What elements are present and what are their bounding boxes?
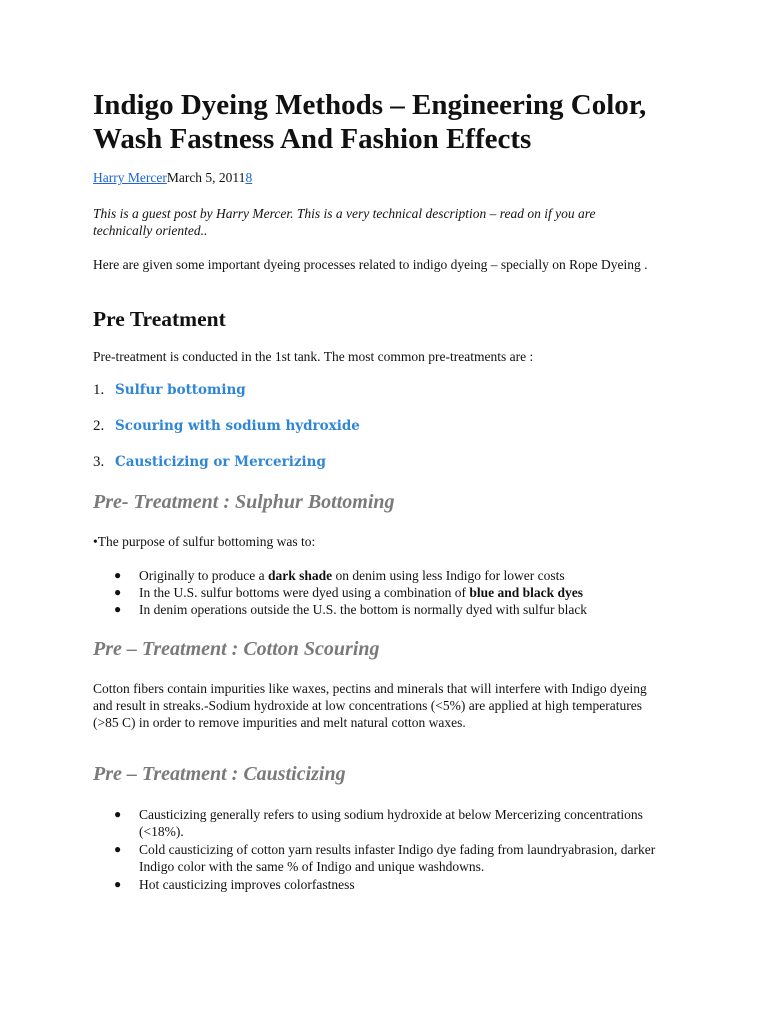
pre-treatment-text: Pre-treatment is conducted in the 1st tank. The most common pre-treatments are : — [93, 349, 534, 364]
list-number: 1. — [93, 382, 105, 398]
bullet-bold: blue and black dyes — [469, 585, 583, 600]
list-item — [93, 454, 360, 490]
bullet-item — [93, 806, 673, 840]
cotton-scouring-text: Cotton fibers contain impurities like waxes, pectins and minerals that will interfere with Indigo dyeing and result in streaks.-Sodium hydroxide at low concentrations (<5%) are applied at high temperatures (>85 C) in order to remove impurities and melt natural cotton waxes. — [93, 681, 647, 730]
bullet-dot-icon: ● — [114, 585, 122, 599]
bullet-text: Causticizing generally refers to using sodium hydroxide at below Mercerizing concentrations (<18%). — [139, 807, 643, 839]
article-title: Indigo Dyeing Methods – Engineering Color, Wash Fastness And Fashion Effects — [93, 89, 647, 155]
list-number: 3. — [93, 454, 105, 470]
link-scouring[interactable]: Scouring with sodium hydroxide — [115, 418, 360, 434]
list-item — [93, 418, 360, 454]
bullet-dot-icon: ● — [114, 807, 122, 821]
bullet-item — [93, 601, 673, 618]
intro-text: Here are given some important dyeing processes related to indigo dyeing – specially on Rope Dyeing . — [93, 257, 648, 272]
bullet-dot-icon: ● — [114, 602, 122, 616]
intro-italic: This is a guest post by Harry Mercer. This is a very technical description – read on if you are technically oriented.. — [93, 206, 596, 238]
bullet-text: In the U.S. sulfur bottoms were dyed using a combination of — [139, 585, 470, 600]
cotton-scouring-heading: Pre – Treatment : Cotton Scouring — [93, 638, 380, 660]
byline — [93, 170, 252, 186]
bullet-item — [93, 567, 673, 584]
bullet-dot-icon: ● — [114, 568, 122, 582]
bullet-text: Hot causticizing improves colorfastness — [139, 877, 355, 892]
bullet-dot-icon: ● — [114, 877, 122, 891]
sulphur-bullets — [93, 567, 673, 618]
bullet-item — [93, 584, 673, 601]
comments-link[interactable]: 8 — [245, 170, 253, 185]
bullet-text: on denim using less Indigo for lower costs — [332, 568, 565, 583]
bullet-item — [93, 876, 673, 893]
causticizing-bullets — [93, 806, 673, 894]
author-link[interactable]: Harry Mercer — [93, 170, 167, 185]
link-sulfur-bottoming[interactable]: Sulfur bottoming — [115, 382, 246, 398]
sulphur-purpose: •The purpose of sulfur bottoming was to: — [93, 534, 316, 549]
bullet-text: In denim operations outside the U.S. the bottom is normally dyed with sulfur black — [139, 602, 588, 617]
list-item — [93, 382, 360, 418]
bullet-item — [93, 841, 673, 875]
link-causticizing[interactable]: Causticizing or Mercerizing — [115, 454, 326, 470]
bullet-text: Cold causticizing of cotton yarn results infaster Indigo dye fading from laundryabrasion, darker Indigo color with the same % of Indigo and unique washdowns. — [139, 842, 656, 874]
bullet-text: Originally to produce a — [139, 568, 268, 583]
causticizing-heading: Pre – Treatment : Causticizing — [93, 763, 346, 785]
bullet-bold: dark shade — [267, 568, 333, 583]
pre-treatment-heading: Pre Treatment — [93, 307, 226, 331]
sulphur-bottoming-heading: Pre- Treatment : Sulphur Bottoming — [93, 491, 395, 513]
pre-treatment-list — [93, 382, 360, 490]
list-number: 2. — [93, 418, 105, 434]
bullet-dot-icon: ● — [114, 842, 122, 856]
post-date: March 5, 2011 — [166, 170, 246, 185]
